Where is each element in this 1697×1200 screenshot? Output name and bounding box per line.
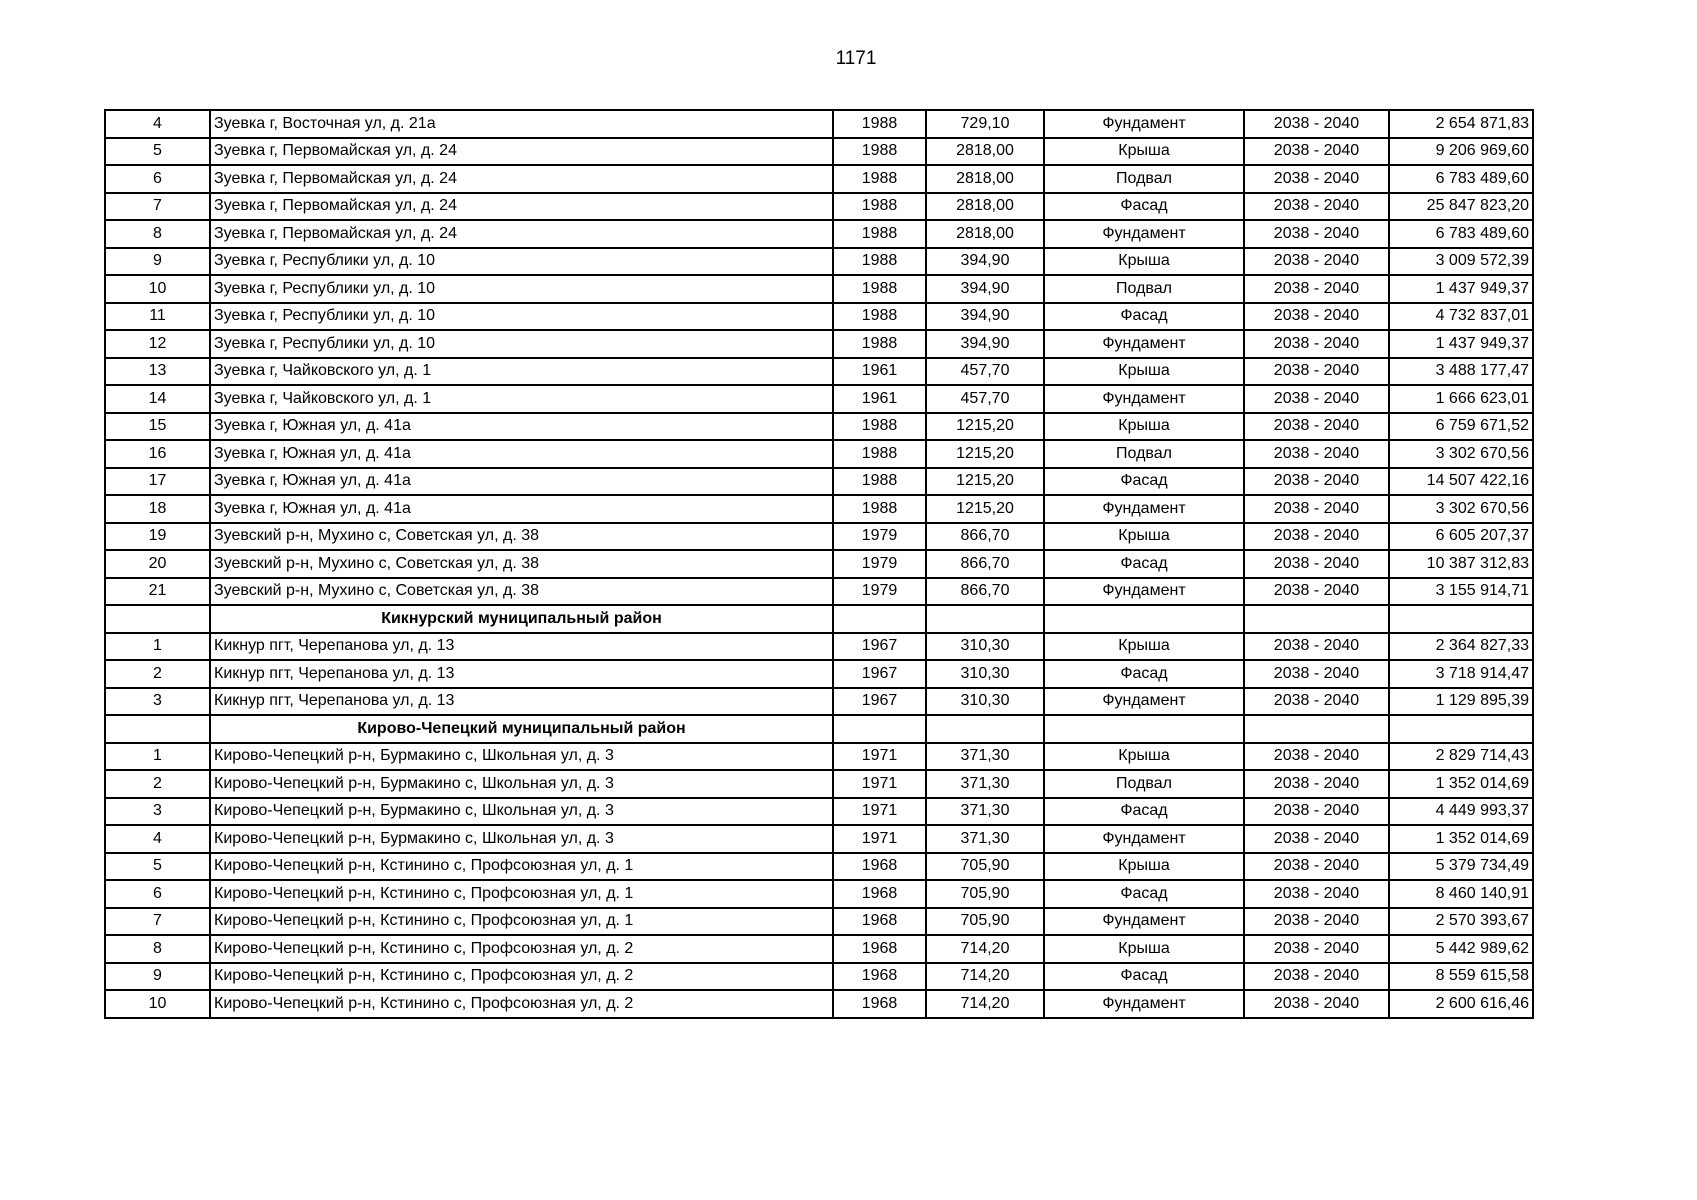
cost-cell: 25 847 823,20	[1389, 193, 1533, 221]
cost-cell: 2 600 616,46	[1389, 990, 1533, 1018]
year-built-cell: 1968	[833, 990, 926, 1018]
structural-element-cell: Крыша	[1044, 248, 1244, 276]
table-row	[105, 688, 1533, 716]
address-cell: Зуевка г, Южная ул, д. 41а	[210, 440, 833, 468]
row-number-cell: 5	[105, 853, 210, 881]
area-cell: 394,90	[926, 275, 1044, 303]
address-cell: Зуевка г, Южная ул, д. 41а	[210, 413, 833, 441]
repair-period-cell: 2038 - 2040	[1244, 578, 1389, 606]
year-built-cell: 1979	[833, 523, 926, 551]
year-built-cell: 1988	[833, 220, 926, 248]
address-cell: Зуевка г, Первомайская ул, д. 24	[210, 220, 833, 248]
table-row	[105, 468, 1533, 496]
table-row	[105, 440, 1533, 468]
address-cell: Зуевка г, Республики ул, д. 10	[210, 303, 833, 331]
row-number-cell: 20	[105, 550, 210, 578]
table-row	[105, 908, 1533, 936]
address-cell: Кирово-Чепецкий р-н, Бурмакино с, Школьная ул, д. 3	[210, 743, 833, 771]
address-cell: Зуевка г, Республики ул, д. 10	[210, 275, 833, 303]
year-built-cell: 1988	[833, 330, 926, 358]
table-row	[105, 990, 1533, 1018]
repair-period-cell: 2038 - 2040	[1244, 660, 1389, 688]
table-row	[105, 743, 1533, 771]
row-number-cell: 3	[105, 688, 210, 716]
table-row	[105, 825, 1533, 853]
repair-period-cell: 2038 - 2040	[1244, 193, 1389, 221]
structural-element-cell: Подвал	[1044, 275, 1244, 303]
repair-period-cell: 2038 - 2040	[1244, 385, 1389, 413]
area-cell: 2818,00	[926, 193, 1044, 221]
table-row	[105, 853, 1533, 881]
address-cell: Кикнур пгт, Черепанова ул, д. 13	[210, 660, 833, 688]
table-row	[105, 138, 1533, 166]
cost-cell: 14 507 422,16	[1389, 468, 1533, 496]
repair-period-cell: 2038 - 2040	[1244, 220, 1389, 248]
table-row	[105, 275, 1533, 303]
address-cell: Зуевский р-н, Мухино с, Советская ул, д. 38	[210, 523, 833, 551]
address-cell: Кирово-Чепецкий р-н, Кстинино с, Профсоюзная ул, д. 1	[210, 908, 833, 936]
cost-cell: 8 559 615,58	[1389, 963, 1533, 991]
address-cell: Зуевка г, Чайковского ул, д. 1	[210, 385, 833, 413]
structural-element-cell: Подвал	[1044, 165, 1244, 193]
row-number-cell: 1	[105, 633, 210, 661]
address-cell: Зуевка г, Первомайская ул, д. 24	[210, 193, 833, 221]
address-cell: Кирово-Чепецкий р-н, Кстинино с, Профсоюзная ул, д. 1	[210, 880, 833, 908]
structural-element-cell: Фундамент	[1044, 330, 1244, 358]
structural-element-cell: Фасад	[1044, 798, 1244, 826]
year-built-cell: 1971	[833, 743, 926, 771]
table-row	[105, 248, 1533, 276]
address-cell: Зуевский р-н, Мухино с, Советская ул, д. 38	[210, 578, 833, 606]
cost-cell: 5 442 989,62	[1389, 935, 1533, 963]
row-number-cell: 7	[105, 908, 210, 936]
cost-cell: 1 666 623,01	[1389, 385, 1533, 413]
year-built-cell: 1971	[833, 798, 926, 826]
year-built-cell: 1968	[833, 853, 926, 881]
year-built-cell: 1968	[833, 880, 926, 908]
cost-cell: 1 352 014,69	[1389, 770, 1533, 798]
cost-cell: 5 379 734,49	[1389, 853, 1533, 881]
cost-cell: 6 783 489,60	[1389, 165, 1533, 193]
area-cell: 371,30	[926, 798, 1044, 826]
structural-element-cell: Крыша	[1044, 413, 1244, 441]
address-cell: Зуевка г, Восточная ул, д. 21а	[210, 110, 833, 138]
table-row	[105, 193, 1533, 221]
area-cell: 705,90	[926, 853, 1044, 881]
empty-cell	[833, 715, 926, 743]
area-cell: 866,70	[926, 550, 1044, 578]
cost-cell: 3 718 914,47	[1389, 660, 1533, 688]
structural-element-cell: Фасад	[1044, 468, 1244, 496]
address-cell: Зуевка г, Первомайская ул, д. 24	[210, 165, 833, 193]
empty-cell	[1244, 715, 1389, 743]
table-row	[105, 633, 1533, 661]
repair-period-cell: 2038 - 2040	[1244, 248, 1389, 276]
row-number-cell: 3	[105, 798, 210, 826]
row-number-cell: 2	[105, 770, 210, 798]
repair-period-cell: 2038 - 2040	[1244, 165, 1389, 193]
address-cell: Кирово-Чепецкий р-н, Кстинино с, Профсоюзная ул, д. 2	[210, 963, 833, 991]
cost-cell: 1 437 949,37	[1389, 275, 1533, 303]
table-row	[105, 550, 1533, 578]
row-number-cell: 10	[105, 990, 210, 1018]
cost-cell: 1 129 895,39	[1389, 688, 1533, 716]
structural-element-cell: Фасад	[1044, 193, 1244, 221]
address-cell: Зуевка г, Республики ул, д. 10	[210, 330, 833, 358]
cost-cell: 6 759 671,52	[1389, 413, 1533, 441]
structural-element-cell: Фундамент	[1044, 110, 1244, 138]
area-cell: 371,30	[926, 770, 1044, 798]
section-title: Кикнурский муниципальный район	[210, 605, 833, 633]
area-cell: 310,30	[926, 688, 1044, 716]
repair-period-cell: 2038 - 2040	[1244, 550, 1389, 578]
year-built-cell: 1961	[833, 358, 926, 386]
repair-period-cell: 2038 - 2040	[1244, 303, 1389, 331]
address-cell: Зуевский р-н, Мухино с, Советская ул, д. 38	[210, 550, 833, 578]
table-row	[105, 358, 1533, 386]
structural-element-cell: Фундамент	[1044, 220, 1244, 248]
empty-cell	[105, 605, 210, 633]
structural-element-cell: Крыша	[1044, 935, 1244, 963]
repair-period-cell: 2038 - 2040	[1244, 798, 1389, 826]
repair-period-cell: 2038 - 2040	[1244, 633, 1389, 661]
address-cell: Кирово-Чепецкий р-н, Кстинино с, Профсоюзная ул, д. 2	[210, 935, 833, 963]
row-number-cell: 5	[105, 138, 210, 166]
repair-period-cell: 2038 - 2040	[1244, 825, 1389, 853]
cost-cell: 10 387 312,83	[1389, 550, 1533, 578]
cost-cell: 4 449 993,37	[1389, 798, 1533, 826]
table-row	[105, 770, 1533, 798]
year-built-cell: 1968	[833, 908, 926, 936]
structural-element-cell: Фундамент	[1044, 990, 1244, 1018]
cost-cell: 6 783 489,60	[1389, 220, 1533, 248]
empty-cell	[1244, 605, 1389, 633]
area-cell: 714,20	[926, 935, 1044, 963]
row-number-cell: 14	[105, 385, 210, 413]
year-built-cell: 1988	[833, 413, 926, 441]
year-built-cell: 1968	[833, 963, 926, 991]
repair-period-cell: 2038 - 2040	[1244, 468, 1389, 496]
row-number-cell: 4	[105, 110, 210, 138]
address-cell: Кирово-Чепецкий р-н, Кстинино с, Профсоюзная ул, д. 2	[210, 990, 833, 1018]
cost-cell: 3 302 670,56	[1389, 495, 1533, 523]
empty-cell	[1389, 715, 1533, 743]
row-number-cell: 16	[105, 440, 210, 468]
year-built-cell: 1988	[833, 138, 926, 166]
address-cell: Зуевка г, Республики ул, д. 10	[210, 248, 833, 276]
structural-element-cell: Крыша	[1044, 358, 1244, 386]
year-built-cell: 1971	[833, 825, 926, 853]
repair-period-cell: 2038 - 2040	[1244, 688, 1389, 716]
row-number-cell: 6	[105, 165, 210, 193]
area-cell: 705,90	[926, 908, 1044, 936]
repair-period-cell: 2038 - 2040	[1244, 880, 1389, 908]
repair-period-cell: 2038 - 2040	[1244, 853, 1389, 881]
cost-cell: 2 364 827,33	[1389, 633, 1533, 661]
structural-element-cell: Фундамент	[1044, 385, 1244, 413]
address-cell: Зуевка г, Чайковского ул, д. 1	[210, 358, 833, 386]
area-cell: 371,30	[926, 825, 1044, 853]
repair-register-table	[104, 109, 1534, 1019]
row-number-cell: 17	[105, 468, 210, 496]
structural-element-cell: Фундамент	[1044, 688, 1244, 716]
area-cell: 394,90	[926, 303, 1044, 331]
year-built-cell: 1967	[833, 660, 926, 688]
structural-element-cell: Подвал	[1044, 440, 1244, 468]
structural-element-cell: Крыша	[1044, 853, 1244, 881]
row-number-cell: 2	[105, 660, 210, 688]
row-number-cell: 12	[105, 330, 210, 358]
cost-cell: 2 654 871,83	[1389, 110, 1533, 138]
repair-period-cell: 2038 - 2040	[1244, 138, 1389, 166]
year-built-cell: 1971	[833, 770, 926, 798]
area-cell: 2818,00	[926, 165, 1044, 193]
area-cell: 714,20	[926, 990, 1044, 1018]
address-cell: Кикнур пгт, Черепанова ул, д. 13	[210, 633, 833, 661]
row-number-cell: 21	[105, 578, 210, 606]
table-row	[105, 935, 1533, 963]
row-number-cell: 11	[105, 303, 210, 331]
cost-cell: 6 605 207,37	[1389, 523, 1533, 551]
year-built-cell: 1988	[833, 248, 926, 276]
cost-cell: 3 488 177,47	[1389, 358, 1533, 386]
repair-period-cell: 2038 - 2040	[1244, 413, 1389, 441]
cost-cell: 2 570 393,67	[1389, 908, 1533, 936]
row-number-cell: 8	[105, 935, 210, 963]
year-built-cell: 1961	[833, 385, 926, 413]
structural-element-cell: Фасад	[1044, 303, 1244, 331]
repair-period-cell: 2038 - 2040	[1244, 770, 1389, 798]
area-cell: 714,20	[926, 963, 1044, 991]
address-cell: Зуевка г, Южная ул, д. 41а	[210, 468, 833, 496]
year-built-cell: 1979	[833, 550, 926, 578]
table-row	[105, 963, 1533, 991]
cost-cell: 8 460 140,91	[1389, 880, 1533, 908]
cost-cell: 3 155 914,71	[1389, 578, 1533, 606]
area-cell: 310,30	[926, 660, 1044, 688]
row-number-cell: 6	[105, 880, 210, 908]
section-header-row	[105, 605, 1533, 633]
address-cell: Зуевка г, Первомайская ул, д. 24	[210, 138, 833, 166]
cost-cell: 3 009 572,39	[1389, 248, 1533, 276]
address-cell: Кирово-Чепецкий р-н, Бурмакино с, Школьная ул, д. 3	[210, 798, 833, 826]
area-cell: 457,70	[926, 358, 1044, 386]
area-cell: 705,90	[926, 880, 1044, 908]
table-row	[105, 880, 1533, 908]
row-number-cell: 10	[105, 275, 210, 303]
year-built-cell: 1988	[833, 495, 926, 523]
table-row	[105, 330, 1533, 358]
repair-period-cell: 2038 - 2040	[1244, 963, 1389, 991]
address-cell: Кирово-Чепецкий р-н, Бурмакино с, Школьная ул, д. 3	[210, 770, 833, 798]
year-built-cell: 1988	[833, 440, 926, 468]
row-number-cell: 8	[105, 220, 210, 248]
repair-period-cell: 2038 - 2040	[1244, 935, 1389, 963]
table-row	[105, 660, 1533, 688]
empty-cell	[1389, 605, 1533, 633]
empty-cell	[926, 715, 1044, 743]
year-built-cell: 1967	[833, 633, 926, 661]
page-number: 1171	[835, 48, 877, 69]
area-cell: 1215,20	[926, 468, 1044, 496]
row-number-cell: 1	[105, 743, 210, 771]
row-number-cell: 4	[105, 825, 210, 853]
area-cell: 371,30	[926, 743, 1044, 771]
row-number-cell: 13	[105, 358, 210, 386]
year-built-cell: 1968	[833, 935, 926, 963]
year-built-cell: 1988	[833, 303, 926, 331]
area-cell: 457,70	[926, 385, 1044, 413]
repair-period-cell: 2038 - 2040	[1244, 743, 1389, 771]
row-number-cell: 9	[105, 963, 210, 991]
empty-cell	[1044, 715, 1244, 743]
address-cell: Кирово-Чепецкий р-н, Бурмакино с, Школьная ул, д. 3	[210, 825, 833, 853]
repair-period-cell: 2038 - 2040	[1244, 523, 1389, 551]
structural-element-cell: Крыша	[1044, 743, 1244, 771]
area-cell: 866,70	[926, 523, 1044, 551]
cost-cell: 1 352 014,69	[1389, 825, 1533, 853]
area-cell: 2818,00	[926, 138, 1044, 166]
structural-element-cell: Крыша	[1044, 633, 1244, 661]
cost-cell: 2 829 714,43	[1389, 743, 1533, 771]
repair-period-cell: 2038 - 2040	[1244, 110, 1389, 138]
structural-element-cell: Фундамент	[1044, 578, 1244, 606]
structural-element-cell: Фасад	[1044, 660, 1244, 688]
address-cell: Зуевка г, Южная ул, д. 41а	[210, 495, 833, 523]
row-number-cell: 7	[105, 193, 210, 221]
area-cell: 394,90	[926, 330, 1044, 358]
structural-element-cell: Фасад	[1044, 550, 1244, 578]
repair-period-cell: 2038 - 2040	[1244, 495, 1389, 523]
table-row	[105, 220, 1533, 248]
table-row	[105, 413, 1533, 441]
year-built-cell: 1988	[833, 193, 926, 221]
structural-element-cell: Фундамент	[1044, 908, 1244, 936]
area-cell: 394,90	[926, 248, 1044, 276]
year-built-cell: 1979	[833, 578, 926, 606]
row-number-cell: 15	[105, 413, 210, 441]
empty-cell	[833, 605, 926, 633]
address-cell: Кикнур пгт, Черепанова ул, д. 13	[210, 688, 833, 716]
table-row	[105, 165, 1533, 193]
cost-cell: 3 302 670,56	[1389, 440, 1533, 468]
table-row	[105, 303, 1533, 331]
empty-cell	[105, 715, 210, 743]
table-row	[105, 385, 1533, 413]
year-built-cell: 1967	[833, 688, 926, 716]
area-cell: 1215,20	[926, 440, 1044, 468]
repair-period-cell: 2038 - 2040	[1244, 358, 1389, 386]
area-cell: 310,30	[926, 633, 1044, 661]
structural-element-cell: Фундамент	[1044, 825, 1244, 853]
row-number-cell: 9	[105, 248, 210, 276]
year-built-cell: 1988	[833, 110, 926, 138]
table-row	[105, 110, 1533, 138]
table-row	[105, 798, 1533, 826]
address-cell: Кирово-Чепецкий р-н, Кстинино с, Профсоюзная ул, д. 1	[210, 853, 833, 881]
area-cell: 1215,20	[926, 413, 1044, 441]
row-number-cell: 18	[105, 495, 210, 523]
year-built-cell: 1988	[833, 468, 926, 496]
repair-period-cell: 2038 - 2040	[1244, 275, 1389, 303]
table-body	[105, 110, 1533, 1018]
cost-cell: 9 206 969,60	[1389, 138, 1533, 166]
empty-cell	[926, 605, 1044, 633]
structural-element-cell: Крыша	[1044, 138, 1244, 166]
table-row	[105, 495, 1533, 523]
repair-period-cell: 2038 - 2040	[1244, 440, 1389, 468]
structural-element-cell: Крыша	[1044, 523, 1244, 551]
structural-element-cell: Фасад	[1044, 880, 1244, 908]
cost-cell: 4 732 837,01	[1389, 303, 1533, 331]
structural-element-cell: Фундамент	[1044, 495, 1244, 523]
section-title: Кирово-Чепецкий муниципальный район	[210, 715, 833, 743]
repair-period-cell: 2038 - 2040	[1244, 330, 1389, 358]
area-cell: 1215,20	[926, 495, 1044, 523]
structural-element-cell: Фасад	[1044, 963, 1244, 991]
section-header-row	[105, 715, 1533, 743]
area-cell: 866,70	[926, 578, 1044, 606]
structural-element-cell: Подвал	[1044, 770, 1244, 798]
table-row	[105, 523, 1533, 551]
cost-cell: 1 437 949,37	[1389, 330, 1533, 358]
area-cell: 729,10	[926, 110, 1044, 138]
table-row	[105, 578, 1533, 606]
area-cell: 2818,00	[926, 220, 1044, 248]
year-built-cell: 1988	[833, 165, 926, 193]
empty-cell	[1044, 605, 1244, 633]
row-number-cell: 19	[105, 523, 210, 551]
repair-period-cell: 2038 - 2040	[1244, 908, 1389, 936]
repair-period-cell: 2038 - 2040	[1244, 990, 1389, 1018]
year-built-cell: 1988	[833, 275, 926, 303]
